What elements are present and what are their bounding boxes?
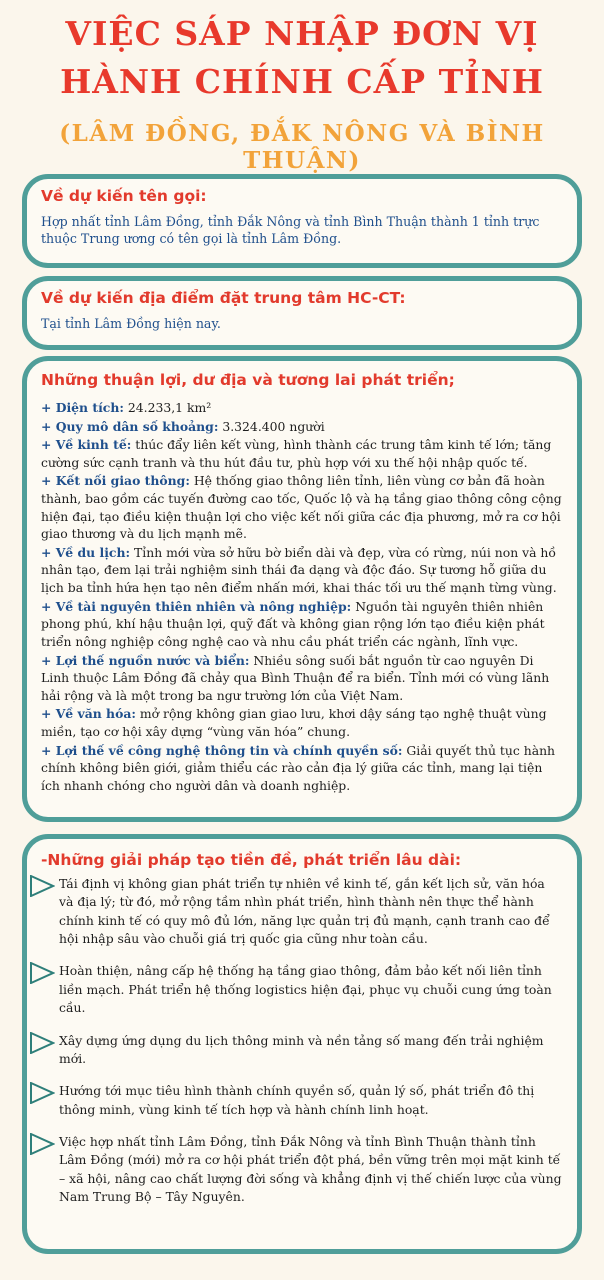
advantage-text: Nguồn tài nguyên thiên nhiên phong phú, khí hậu thuận lợi, quỹ đất và không gian rộng lớn tạo điều kiện phát triển nông nghiệp công nghệ cao và nhu cầu phát triển các ngành, lĩnh vực.: [41, 598, 545, 649]
advantage-text: mở rộng không gian giao lưu, khơi dậy sáng tạo nghệ thuật vùng miền, tạo cơ hội xây dựng “vùng văn hóa” chung.: [41, 706, 547, 739]
advantage-label: + Quy mô dân số khoảng:: [41, 418, 219, 434]
advantage-label: + Diện tích:: [41, 400, 124, 415]
section-name-text: Hợp nhất tỉnh Lâm Đồng, tỉnh Đắk Nông và tỉnh Bình Thuận thành 1 tỉnh trực thuộc Trung ương có tên gọi là tỉnh Lâm Đồng.: [41, 214, 540, 247]
advantage-item: [41, 436, 563, 471]
advantage-text: 3.324.400 người: [218, 418, 325, 434]
advantage-item: [41, 544, 563, 597]
advantage-item: [41, 652, 563, 705]
arrow-icon: [29, 1082, 55, 1104]
title-line-1: VIỆC SÁP NHẬP ĐƠN VỊ: [65, 14, 539, 53]
advantage-item: [41, 399, 563, 417]
advantage-item: [41, 472, 563, 542]
advantage-label: + Về tài nguyên thiên nhiên và nông nghiệp:: [41, 598, 352, 614]
arrow-icon: [29, 1133, 55, 1155]
arrow-icon: [29, 1032, 55, 1054]
arrow-icon: [29, 962, 55, 984]
advantage-text: thúc đẩy liên kết vùng, hình thành các trung tâm kinh tế lớn; tăng cường sức cạnh tranh và thu hút đầu tư, phù hợp với xu thế hội nhập quốc tế.: [41, 437, 552, 470]
advantage-text: 24.233,1 km²: [123, 400, 212, 415]
advantage-text: Hệ thống giao thông liên tỉnh, liên vùng cơ bản đã hoàn thành, bao gồm các tuyến đường cao tốc, Quốc lộ và hạ tầng giao thông công cộng hiện đại, tạo điều kiện thuận lợi cho việc kết nối giữa các địa phương, mở ra cơ hội giao thương và du lịch mạnh mẽ.: [41, 473, 562, 542]
solution-item: [41, 962, 563, 1017]
advantage-text: Giải quyết thủ tục hành chính không biên giới, giảm thiểu các rào cản địa lý giữa các tỉnh, mang lại tiện ích nhanh chóng cho người dân và doanh nghiệp.: [41, 742, 556, 793]
arrow-icon: [29, 875, 55, 897]
solution-item: [41, 1133, 563, 1206]
solution-text: Hướng tới mục tiêu hình thành chính quyền số, quản lý số, phát triển đô thị thông minh, vùng kinh tế tích hợp và hành chính linh hoạt.: [59, 1083, 535, 1117]
section-advantages-box: [22, 356, 582, 822]
section-center-box: [22, 276, 582, 350]
title-subtitle: (LÂM ĐỒNG, ĐẮK NÔNG VÀ BÌNH THUẬN): [59, 120, 545, 174]
advantage-text: Tỉnh mới vừa sở hữu bờ biển dài và đẹp, vừa có rừng, núi non và hồ nhân tạo, đem lại trải nghiệm sinh thái đa dạng và độc đáo. Sự tương hỗ giữa du lịch ba tỉnh hứa hẹn tạo nên điểm nhấn mới, khai thác tối ưu thế mạnh từng vùng.: [41, 544, 557, 596]
advantage-label: + Về kinh tế:: [41, 437, 132, 453]
solution-item: [41, 875, 563, 948]
section-solutions-box: [22, 834, 582, 1254]
solution-text: Việc hợp nhất tỉnh Lâm Đồng, tỉnh Đắk Nông và tỉnh Bình Thuận thành tỉnh Lâm Đồng (mới) mở ra cơ hội phát triển đột phá, bền vững trên mọi mặt kinh tế – xã hội, nâng cao chất lượng đời sống và khẳng định vị thế chiến lược của vùng Nam Trung Bộ – Tây Nguyên.: [59, 1133, 562, 1205]
advantage-item: [41, 742, 563, 795]
solution-item: [41, 1082, 563, 1119]
advantage-label: + Lợi thế nguồn nước và biển:: [41, 652, 250, 668]
advantage-label: + Về văn hóa:: [41, 706, 136, 722]
section-name-box: [22, 174, 582, 268]
solution-text: Tái định vị không gian phát triển tự nhiên về kinh tế, gắn kết lịch sử, văn hóa và địa lý; từ đó, mở rộng tầm nhìn phát triển, hình thành nên thực thể hành chính kinh tế có quy mô đủ lớn, năng lực quản trị đủ mạnh, cạnh tranh cao để hội nhập sâu vào chuỗi giá trị quốc gia cũng như toàn cầu.: [59, 876, 550, 947]
advantage-text: Nhiều sông suối bắt nguồn từ cao nguyên Di Linh thuộc Lâm Đồng đã chảy qua Bình Thuận để ra biển. Tỉnh mới có vùng lãnh hải rộng và là một trong ba ngư trường lớn của Việt Nam.: [41, 652, 550, 703]
advantage-label: + Về du lịch:: [41, 544, 131, 560]
section-center-heading: Về dự kiến địa điểm đặt trung tâm HC-CT:: [41, 289, 406, 307]
advantage-label: + Kết nối giao thông:: [41, 473, 190, 489]
section-advantages-heading: Những thuận lợi, dư địa và tương lai phát triển;: [41, 371, 455, 389]
section-solutions-heading: -Những giải pháp tạo tiền đề, phát triển lâu dài:: [41, 851, 462, 869]
advantage-item: [41, 418, 563, 436]
section-name-heading: Về dự kiến tên gọi:: [41, 187, 207, 205]
title-line-2: HÀNH CHÍNH CẤP TỈNH: [60, 62, 544, 101]
advantage-item: [41, 598, 563, 651]
solution-text: Xây dựng ứng dụng du lịch thông minh và nền tảng số mang đến trải nghiệm mới.: [59, 1032, 544, 1066]
solution-item: [41, 1032, 563, 1069]
advantage-item: [41, 705, 563, 740]
advantage-label: + Lợi thế về công nghệ thông tin và chính quyền số:: [41, 742, 403, 758]
section-center-text: Tại tỉnh Lâm Đồng hiện nay.: [41, 316, 221, 331]
solution-text: Hoàn thiện, nâng cấp hệ thống hạ tầng giao thông, đảm bảo kết nối liên tỉnh liền mạch. Phát triển hệ thống logistics hiện đại, phục vụ chuỗi cung ứng toàn cầu.: [59, 963, 552, 1016]
